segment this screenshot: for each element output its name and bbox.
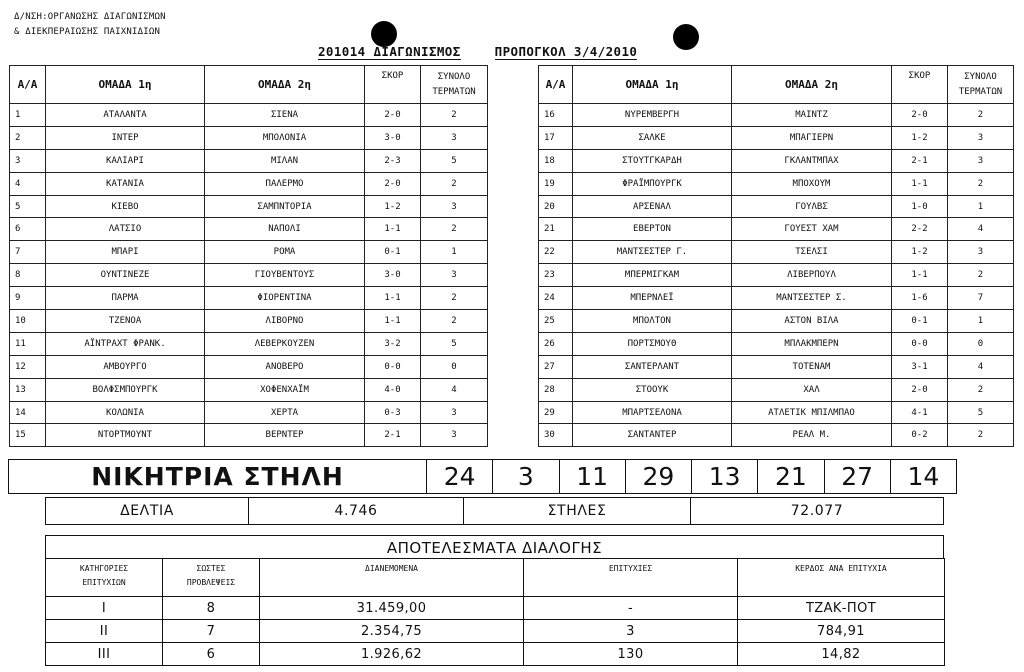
col-away-team: ΟΜΑΔΑ 2η [732, 66, 892, 104]
department-line-1: Δ/ΝΣΗ:ΟΡΓΑΝΩΣΗΣ ΔΙΑΓΩΝΙΣΜΩΝ [14, 12, 166, 22]
col-total-goals: ΣΥΝΟΛΟ ΤΕΡΜΑΤΩΝ [421, 66, 488, 104]
match-number: 1 [10, 104, 46, 127]
match-score: 3-1 [892, 355, 948, 378]
match-number: 13 [10, 378, 46, 401]
match-row [539, 378, 1014, 401]
match-row [539, 218, 1014, 241]
away-team: ΓΙΟΥΒΕΝΤΟΥΣ [205, 264, 365, 287]
match-number: 26 [539, 332, 573, 355]
match-score: 0-1 [365, 241, 421, 264]
match-score: 1-1 [892, 172, 948, 195]
away-team: ΡΕΑΛ Μ. [732, 424, 892, 447]
match-row [10, 287, 488, 310]
match-row [539, 355, 1014, 378]
home-team: ΜΠΑΡΙ [46, 241, 205, 264]
away-team: ΜΠΛΑΚΜΠΕΡΝ [732, 332, 892, 355]
match-score: 1-1 [365, 310, 421, 333]
total-goals: 5 [948, 401, 1014, 424]
match-score: 0-0 [892, 332, 948, 355]
punch-hole-right [673, 24, 699, 50]
match-row [539, 195, 1014, 218]
match-score: 4-0 [365, 378, 421, 401]
match-score: 1-2 [892, 241, 948, 264]
winning-number: 27 [825, 460, 891, 493]
match-number: 22 [539, 241, 573, 264]
away-team: ΛΙΒΟΡΝΟ [205, 310, 365, 333]
result-payout: 14,82 [738, 643, 945, 666]
match-score: 1-6 [892, 287, 948, 310]
away-team: ΠΑΛΕΡΜΟ [205, 172, 365, 195]
game-date: ΠΡΟΠΟΓΚΟΛ 3/4/2010 [494, 44, 638, 59]
away-team: ΜΠΑΓΙΕΡΝ [732, 126, 892, 149]
match-score: 0-0 [365, 355, 421, 378]
match-score: 2-0 [892, 378, 948, 401]
match-number: 29 [539, 401, 573, 424]
total-goals: 3 [421, 126, 488, 149]
match-score: 2-0 [365, 172, 421, 195]
away-team: ΣΑΜΠΝΤΟΡΙΑ [205, 195, 365, 218]
department-header [14, 10, 166, 40]
match-number: 16 [539, 104, 573, 127]
match-row [539, 149, 1014, 172]
home-team: ΣΑΛΚΕ [573, 126, 732, 149]
result-category: III [46, 643, 163, 666]
col-aa: Α/Α [10, 66, 46, 104]
away-team: ΓΟΥΛΒΣ [732, 195, 892, 218]
home-team: ΟΥΝΤΙΝΕΖΕ [46, 264, 205, 287]
away-team: ΑΝΟΒΕΡΟ [205, 355, 365, 378]
match-row [539, 401, 1014, 424]
match-number: 9 [10, 287, 46, 310]
match-row [539, 287, 1014, 310]
match-number: 30 [539, 424, 573, 447]
away-team: ΓΚΛΑΝΤΜΠΑΧ [732, 149, 892, 172]
away-team: ΑΣΤΟΝ ΒΙΛΑ [732, 310, 892, 333]
match-row [10, 241, 488, 264]
home-team: ΠΟΡΤΣΜΟΥΘ [573, 332, 732, 355]
away-team: ΓΟΥΕΣΤ ΧΑΜ [732, 218, 892, 241]
match-number: 18 [539, 149, 573, 172]
match-row [10, 195, 488, 218]
home-team: ΜΑΝΤΣΕΣΤΕΡ Γ. [573, 241, 732, 264]
columns-value: 72.077 [790, 503, 844, 519]
match-number: 25 [539, 310, 573, 333]
match-score: 1-0 [892, 195, 948, 218]
match-score: 2-1 [892, 149, 948, 172]
home-team: ΒΟΛΦΣΜΠΟΥΡΓΚ [46, 378, 205, 401]
result-payout: ΤΖΑΚ-ΠΟΤ [738, 597, 945, 620]
match-number: 5 [10, 195, 46, 218]
result-category: II [46, 620, 163, 643]
match-score: 3-0 [365, 264, 421, 287]
away-team: ΤΟΤΕΝΑΜ [732, 355, 892, 378]
home-team: ΚΟΛΩΝΙΑ [46, 401, 205, 424]
results-table [45, 558, 945, 666]
away-team: ΝΑΠΟΛΙ [205, 218, 365, 241]
contest-number: 201014 ΔΙΑΓΩΝΙΣΜΟΣ [318, 44, 461, 59]
away-team: ΦΙΟΡΕΝΤΙΝΑ [205, 287, 365, 310]
winning-number: 13 [692, 460, 758, 493]
total-goals: 2 [948, 264, 1014, 287]
match-number: 8 [10, 264, 46, 287]
home-team: ΕΒΕΡΤΟΝ [573, 218, 732, 241]
match-number: 10 [10, 310, 46, 333]
total-goals: 2 [421, 172, 488, 195]
total-goals: 4 [948, 218, 1014, 241]
match-score: 1-1 [892, 264, 948, 287]
away-team: ΜΠΟΛΟΝΙΑ [205, 126, 365, 149]
total-goals: 4 [421, 378, 488, 401]
home-team: ΑΤΑΛΑΝΤΑ [46, 104, 205, 127]
total-goals: 2 [421, 310, 488, 333]
home-team: ΝΥΡΕΜΒΕΡΓΗ [573, 104, 732, 127]
home-team: ΜΠΟΛΤΟΝ [573, 310, 732, 333]
total-goals: 2 [421, 218, 488, 241]
col-category: ΚΑΤΗΓΟΡΙΕΣ ΕΠΙΤΥΧΙΩΝ [46, 559, 163, 597]
result-winners: 3 [524, 620, 738, 643]
match-number: 6 [10, 218, 46, 241]
winning-number: 3 [493, 460, 559, 493]
total-goals: 5 [421, 149, 488, 172]
match-row [10, 218, 488, 241]
match-score: 2-0 [892, 104, 948, 127]
col-winners: ΕΠΙΤΥΧΙΕΣ [524, 559, 738, 597]
match-row [539, 332, 1014, 355]
total-goals: 2 [948, 424, 1014, 447]
result-distributed: 31.459,00 [260, 597, 524, 620]
winning-number: 11 [560, 460, 626, 493]
match-row [539, 241, 1014, 264]
total-goals: 2 [421, 287, 488, 310]
col-score: ΣΚΟΡ [365, 66, 421, 104]
match-number: 4 [10, 172, 46, 195]
results-row [46, 620, 945, 643]
match-number: 15 [10, 424, 46, 447]
col-home-team: ΟΜΑΔΑ 1η [573, 66, 732, 104]
match-row [10, 378, 488, 401]
result-winners: - [524, 597, 738, 620]
result-category: I [46, 597, 163, 620]
columns-label: ΣΤΗΛΕΣ [464, 498, 691, 524]
home-team: ΝΤΟΡΤΜΟΥΝΤ [46, 424, 205, 447]
match-score: 0-1 [892, 310, 948, 333]
winning-column-label: ΝΙΚΗΤΡΙΑ ΣΤΗΛΗ [9, 460, 427, 493]
match-number: 27 [539, 355, 573, 378]
matches-header-row [539, 66, 1014, 104]
match-number: 17 [539, 126, 573, 149]
match-number: 12 [10, 355, 46, 378]
col-aa: Α/Α [539, 66, 573, 104]
match-row [539, 264, 1014, 287]
total-goals: 3 [948, 149, 1014, 172]
match-score: 4-1 [892, 401, 948, 424]
document-title [318, 44, 637, 60]
results-row [46, 597, 945, 620]
col-home-team: ΟΜΑΔΑ 1η [46, 66, 205, 104]
home-team: ΤΖΕΝΟΑ [46, 310, 205, 333]
away-team: ΛΕΒΕΡΚΟΥΖΕΝ [205, 332, 365, 355]
result-correct: 6 [163, 643, 260, 666]
total-goals: 3 [421, 264, 488, 287]
total-goals: 1 [948, 310, 1014, 333]
match-score: 1-1 [365, 287, 421, 310]
department-line-2: & ΔΙΕΚΠΕΡΑΙΩΣΗΣ ΠΑΙΧΝΙΔΙΩΝ [14, 27, 161, 37]
result-distributed: 2.354,75 [260, 620, 524, 643]
away-team: ΧΕΡΤΑ [205, 401, 365, 424]
match-row [539, 126, 1014, 149]
total-goals: 7 [948, 287, 1014, 310]
match-number: 14 [10, 401, 46, 424]
match-row [10, 126, 488, 149]
result-payout: 784,91 [738, 620, 945, 643]
match-score: 2-2 [892, 218, 948, 241]
home-team: ΣΑΝΤΕΡΛΑΝΤ [573, 355, 732, 378]
total-goals: 0 [948, 332, 1014, 355]
away-team: ΜΙΛΑΝ [205, 149, 365, 172]
match-row [539, 104, 1014, 127]
home-team: ΑΡΣΕΝΑΛ [573, 195, 732, 218]
match-score: 0-3 [365, 401, 421, 424]
match-row [10, 424, 488, 447]
match-row [10, 355, 488, 378]
participation-stats [45, 497, 944, 525]
col-total-goals: ΣΥΝΟΛΟ ΤΕΡΜΑΤΩΝ [948, 66, 1014, 104]
home-team: ΦΡΑΪΜΠΟΥΡΓΚ [573, 172, 732, 195]
col-distributed: ΔΙΑΝΕΜΟΜΕΝΑ [260, 559, 524, 597]
home-team: ΛΑΤΣΙΟ [46, 218, 205, 241]
home-team: ΚΙΕΒΟ [46, 195, 205, 218]
home-team: ΣΤΟΟΥΚ [573, 378, 732, 401]
match-number: 19 [539, 172, 573, 195]
away-team: ΜΑΝΤΣΕΣΤΕΡ Σ. [732, 287, 892, 310]
match-score: 2-3 [365, 149, 421, 172]
away-team: ΛΙΒΕΡΠΟΥΛ [732, 264, 892, 287]
match-row [539, 172, 1014, 195]
result-distributed: 1.926,62 [260, 643, 524, 666]
away-team: ΤΣΕΛΣΙ [732, 241, 892, 264]
match-number: 23 [539, 264, 573, 287]
match-number: 11 [10, 332, 46, 355]
matches-table-right [538, 65, 1014, 447]
winning-column-row [8, 459, 957, 494]
match-row [10, 401, 488, 424]
result-winners: 130 [524, 643, 738, 666]
match-number: 20 [539, 195, 573, 218]
total-goals: 5 [421, 332, 488, 355]
home-team: ΑΪΝΤΡΑΧΤ ΦΡΑΝΚ. [46, 332, 205, 355]
total-goals: 4 [948, 355, 1014, 378]
total-goals: 3 [421, 424, 488, 447]
match-number: 28 [539, 378, 573, 401]
results-title: ΑΠΟΤΕΛΕΣΜΑΤΑ ΔΙΑΛΟΓΗΣ [45, 535, 944, 559]
away-team: ΜΑΙΝΤΖ [732, 104, 892, 127]
results-row [46, 643, 945, 666]
matches-table-left [9, 65, 488, 447]
match-score: 1-2 [365, 195, 421, 218]
away-team: ΡΟΜΑ [205, 241, 365, 264]
match-row [10, 310, 488, 333]
results-header-row [46, 559, 945, 597]
home-team: ΠΑΡΜΑ [46, 287, 205, 310]
match-number: 7 [10, 241, 46, 264]
winning-number: 29 [626, 460, 692, 493]
winning-number: 24 [427, 460, 493, 493]
total-goals: 2 [421, 104, 488, 127]
total-goals: 3 [948, 241, 1014, 264]
home-team: ΜΠΕΡΝΛΕΪ [573, 287, 732, 310]
col-away-team: ΟΜΑΔΑ 2η [205, 66, 365, 104]
home-team: ΣΑΝΤΑΝΤΕΡ [573, 424, 732, 447]
match-row [539, 310, 1014, 333]
winning-number: 14 [907, 462, 940, 491]
home-team: ΚΑΛΙΑΡΙ [46, 149, 205, 172]
match-row [10, 332, 488, 355]
col-correct-predictions: ΣΩΣΤΕΣ ΠΡΟΒΛΕΨΕΙΣ [163, 559, 260, 597]
home-team: ΜΠΑΡΤΣΕΛΟΝΑ [573, 401, 732, 424]
match-number: 24 [539, 287, 573, 310]
match-row [10, 264, 488, 287]
total-goals: 2 [948, 104, 1014, 127]
match-score: 1-1 [365, 218, 421, 241]
home-team: ΜΠΕΡΜΙΓΚΑΜ [573, 264, 732, 287]
away-team: ΣΙΕΝΑ [205, 104, 365, 127]
total-goals: 2 [948, 378, 1014, 401]
col-score: ΣΚΟΡ [892, 66, 948, 104]
matches-header-row [10, 66, 488, 104]
total-goals: 3 [948, 126, 1014, 149]
away-team: ΑΤΛΕΤΙΚ ΜΠΙΛΜΠΑΟ [732, 401, 892, 424]
match-row [10, 149, 488, 172]
match-score: 2-1 [365, 424, 421, 447]
total-goals: 1 [948, 195, 1014, 218]
match-row [10, 172, 488, 195]
match-score: 0-2 [892, 424, 948, 447]
match-score: 3-2 [365, 332, 421, 355]
away-team: ΧΑΛ [732, 378, 892, 401]
total-goals: 3 [421, 401, 488, 424]
coupons-label: ΔΕΛΤΙΑ [46, 498, 249, 524]
coupons-value: 4.746 [249, 498, 464, 524]
away-team: ΧΟΦΕΝΧΑΪΜ [205, 378, 365, 401]
match-number: 2 [10, 126, 46, 149]
match-row [539, 424, 1014, 447]
home-team: ΙΝΤΕΡ [46, 126, 205, 149]
total-goals: 1 [421, 241, 488, 264]
match-number: 21 [539, 218, 573, 241]
total-goals: 2 [948, 172, 1014, 195]
winning-number: 21 [758, 460, 824, 493]
home-team: ΑΜΒΟΥΡΓΟ [46, 355, 205, 378]
match-score: 2-0 [365, 104, 421, 127]
result-correct: 8 [163, 597, 260, 620]
match-row [10, 104, 488, 127]
match-number: 3 [10, 149, 46, 172]
total-goals: 3 [421, 195, 488, 218]
result-correct: 7 [163, 620, 260, 643]
home-team: ΣΤΟΥΤΓΚΑΡΔΗ [573, 149, 732, 172]
away-team: ΒΕΡΝΤΕΡ [205, 424, 365, 447]
col-payout: ΚΕΡΔΟΣ ΑΝΑ ΕΠΙΤΥΧΙΑ [738, 559, 945, 597]
total-goals: 0 [421, 355, 488, 378]
home-team: ΚΑΤΑΝΙΑ [46, 172, 205, 195]
match-score: 3-0 [365, 126, 421, 149]
match-score: 1-2 [892, 126, 948, 149]
away-team: ΜΠΟΧΟΥΜ [732, 172, 892, 195]
